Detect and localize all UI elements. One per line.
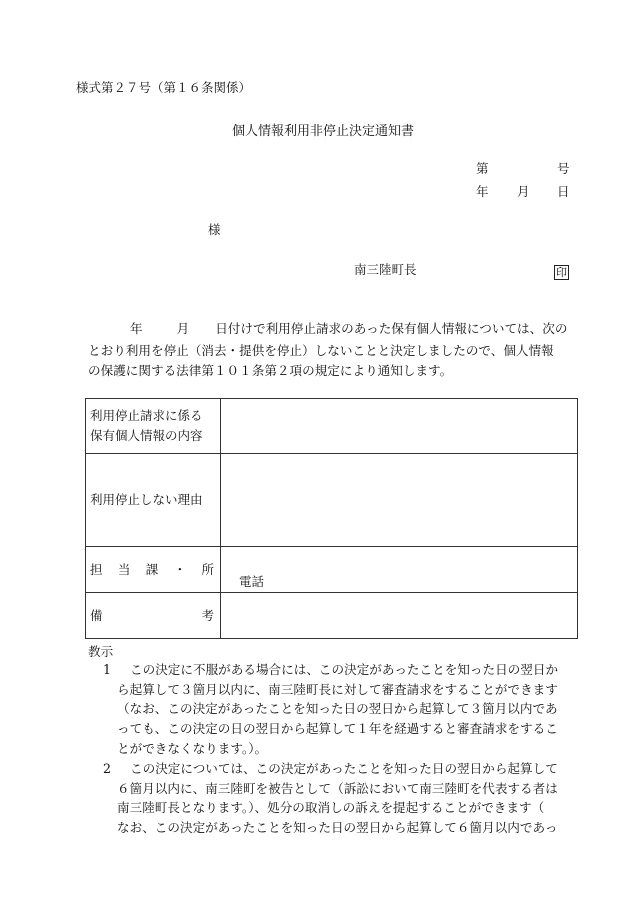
instruction-1-line-2: ら起算して３箇月以内に、南三陸町長に対して審査請求をすることができます bbox=[117, 681, 558, 697]
content-label-line-1: 利用停止請求に係る bbox=[90, 408, 203, 423]
table-row-content bbox=[86, 399, 578, 454]
form-number: 様式第２７号（第１６条関係） bbox=[76, 80, 252, 95]
date-month: 月 bbox=[517, 184, 530, 199]
content-value-cell[interactable] bbox=[221, 399, 578, 454]
body-line-2: とおり利用を停止（消去・提供を停止）しないことと決定しましたので、個人情報 bbox=[88, 343, 554, 358]
content-label-line-2: 保有個人情報の内容 bbox=[90, 428, 203, 443]
department-label bbox=[86, 547, 221, 593]
reason-value-cell[interactable] bbox=[221, 454, 578, 547]
instruction-1-line-1: この決定に不服がある場合には、この決定があったことを知った日の翌日か bbox=[130, 662, 559, 677]
sender-name: 南三陸町長 bbox=[354, 262, 417, 277]
department-value-cell[interactable] bbox=[221, 547, 578, 593]
seal-mark bbox=[554, 261, 569, 280]
body-year: 年 bbox=[130, 321, 143, 336]
reason-label: 利用停止しない理由 bbox=[86, 454, 221, 547]
body-line-1 bbox=[130, 319, 567, 339]
instructions-heading: 教示 bbox=[88, 644, 114, 659]
seal-label: 印 bbox=[556, 266, 567, 279]
body-month: 月 bbox=[176, 321, 190, 336]
instruction-number-1: 1 bbox=[103, 662, 112, 677]
instruction-1-line-5: とができなくなります。）。 bbox=[117, 740, 268, 756]
remarks-value-cell[interactable] bbox=[221, 593, 578, 639]
document-title: 個人情報利用非停止決定通知書 bbox=[232, 124, 415, 139]
table-row-department bbox=[86, 547, 578, 593]
doc-number-suffix: 号 bbox=[557, 161, 570, 176]
notice-table bbox=[85, 398, 578, 639]
phone-label: 電話 bbox=[239, 574, 265, 589]
table-row-remarks bbox=[86, 593, 578, 639]
date-day: 日 bbox=[557, 184, 570, 199]
instruction-2-line-3: 南三陸町長となります。）、処分の取消しの訴えを提起することができます（ bbox=[117, 800, 545, 816]
department-char-4: ・ bbox=[173, 561, 187, 577]
instruction-2-line-1: この決定については、この決定があったことを知った日の翌日から起算して bbox=[130, 761, 558, 776]
instruction-1-line-3: （なお、この決定があったことを知った日の翌日から起算して３箇月以内であ bbox=[117, 701, 558, 717]
table-row-reason bbox=[86, 454, 578, 547]
remarks-char-2: 考 bbox=[201, 607, 214, 623]
remarks-char-1: 備 bbox=[90, 607, 103, 623]
recipient-honorific: 様 bbox=[208, 222, 221, 237]
department-char-2: 当 bbox=[117, 561, 131, 577]
content-label bbox=[86, 399, 221, 454]
remarks-label bbox=[86, 593, 221, 639]
instruction-item-1 bbox=[103, 660, 587, 759]
body-line-1-text: 日付けで利用停止請求のあった保有個人情報については、次の bbox=[215, 321, 568, 336]
instruction-item-2 bbox=[103, 759, 587, 838]
date-year: 年 bbox=[476, 184, 489, 199]
department-char-3: 課 bbox=[145, 561, 159, 577]
instruction-2-line-2: ６箇月以内に、南三陸町を被告として（訴訟において南三陸町を代表する者は bbox=[117, 780, 558, 796]
instruction-1-line-4: っても、この決定の日の翌日から起算して１年を経過すると審査請求をするこ bbox=[117, 721, 558, 737]
instruction-2-line-4: なお、この決定があったことを知った日の翌日から起算して６箇月以内であっ bbox=[117, 820, 558, 836]
instruction-number-2: 2 bbox=[103, 761, 112, 776]
body-line-3: の保護に関する法律第１０１条第２項の規定により通知します。 bbox=[88, 363, 453, 378]
doc-number-prefix: 第 bbox=[476, 161, 489, 176]
department-char-1: 担 bbox=[90, 561, 103, 577]
department-char-5: 所 bbox=[201, 561, 214, 577]
